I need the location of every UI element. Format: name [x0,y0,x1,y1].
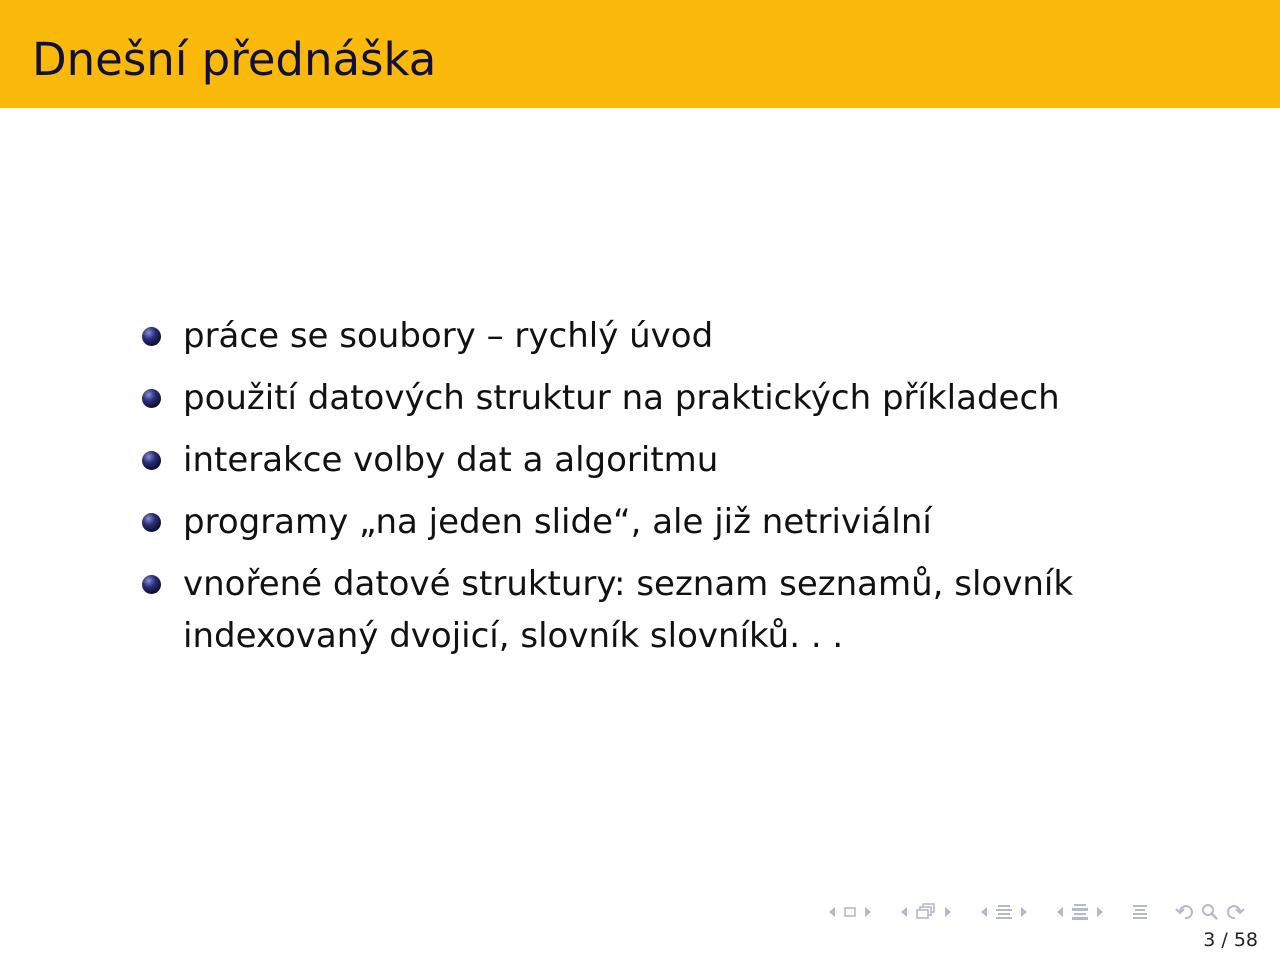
arrow-left-icon[interactable] [827,905,837,919]
document-icon[interactable] [1071,903,1089,921]
section-icon[interactable] [995,903,1013,921]
frame-icon[interactable] [843,905,857,919]
arrow-left-icon[interactable] [979,905,989,919]
arrow-right-icon[interactable] [863,905,873,919]
list-item [142,558,1083,662]
search-icon[interactable] [1201,903,1219,921]
list-item [142,372,1142,424]
bullet-list [142,310,1142,672]
bullet-icon [142,389,161,408]
bullet-icon [142,513,161,532]
list-item-text: vnořené datové struktury: seznam seznamů, slovník indexovaný dvojicí, slovník slovníků. . . [183,564,1074,656]
redo-icon[interactable] [1225,903,1245,921]
subsection-icon[interactable] [915,903,937,921]
list-item-text: práce se soubory – rychlý úvod [183,316,714,356]
slide-title: Dnešní přednáška [32,33,437,86]
list-item [142,310,1142,362]
align-icon[interactable] [1131,903,1149,921]
page-number: 3 / 58 [1203,929,1258,951]
beamer-navigation [824,899,1248,925]
list-item-text: programy „na jeden slide“, ale již netriviální [183,502,932,542]
arrow-right-icon[interactable] [1019,905,1029,919]
arrow-left-icon[interactable] [899,905,909,919]
arrow-right-icon[interactable] [943,905,953,919]
arrow-left-icon[interactable] [1055,905,1065,919]
title-bar [0,0,1280,108]
list-item [142,434,1142,486]
undo-icon[interactable] [1175,903,1195,921]
bullet-icon [142,451,161,470]
list-item-text: interakce volby dat a algoritmu [183,440,719,480]
list-item [142,496,1142,548]
arrow-right-icon[interactable] [1095,905,1105,919]
bullet-icon [142,575,161,594]
bullet-icon [142,327,161,346]
list-item-text: použití datových struktur na praktických příkladech [183,378,1060,418]
